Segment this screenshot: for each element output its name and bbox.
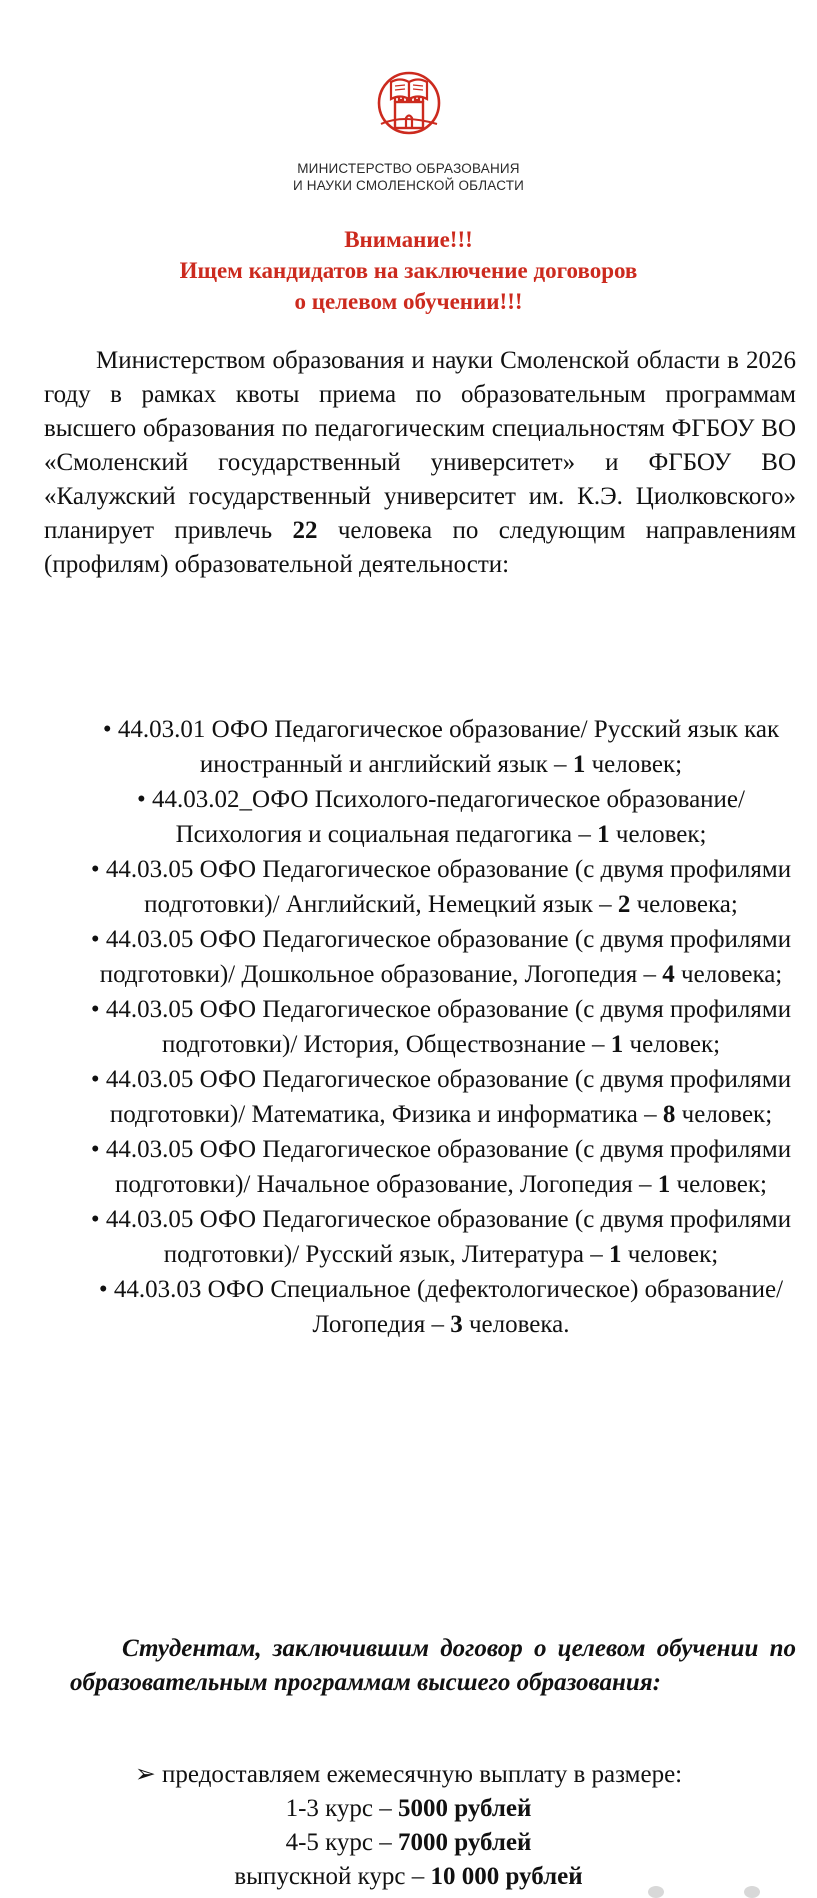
- program-item-unit: человека;: [681, 961, 783, 988]
- program-item: [86, 1132, 796, 1202]
- benefit-row-amount: 7000 рублей: [398, 1829, 532, 1856]
- benefit-row-label: выпускной курс –: [234, 1863, 425, 1890]
- program-item: [86, 992, 796, 1062]
- program-item-count: 1: [610, 1031, 624, 1058]
- program-item-count: 1: [597, 821, 610, 848]
- ministry-name: [0, 160, 817, 194]
- program-item-unit: человек;: [615, 821, 707, 848]
- program-item-text: • 44.03.05 ОФО Педагогическое образование (с двумя профилями подготовки)/ Дошкольное образование, Логопедия –: [90, 926, 792, 988]
- intro-paragraph: [44, 344, 796, 582]
- benefit-row-amount: 5000 рублей: [398, 1795, 532, 1822]
- program-item-text: • 44.03.05 ОФО Педагогическое образование (с двумя профилями подготовки)/ Русский язык, Литература –: [90, 1206, 792, 1268]
- program-item-unit: человека;: [636, 891, 738, 918]
- headline-line1: Внимание!!!: [344, 227, 473, 252]
- program-item-count: 1: [657, 1171, 671, 1198]
- benefit-row-amount: 10 000 рублей: [430, 1863, 583, 1890]
- program-item-count: 4: [662, 961, 675, 988]
- benefit-row-label: 1-3 курс –: [285, 1795, 392, 1822]
- intro-text: [44, 344, 796, 582]
- program-item-count: 2: [617, 891, 631, 918]
- program-item: [86, 1272, 796, 1342]
- program-item-unit: человека.: [468, 1311, 570, 1338]
- program-item-count: 8: [662, 1101, 676, 1128]
- headline-line2: Ищем кандидатов на заключение договоров: [179, 258, 638, 283]
- scroll-indicator-icon: [648, 1886, 664, 1898]
- benefit-row: [0, 1826, 817, 1860]
- ministry-logo: [0, 66, 817, 141]
- program-list: [86, 712, 796, 1342]
- program-item-text: • 44.03.01 ОФО Педагогическое образование/ Русский язык как иностранный и английский язык –: [102, 716, 780, 778]
- intro-count: 22: [292, 517, 318, 544]
- program-item-text: • 44.03.05 ОФО Педагогическое образование (с двумя профилями подготовки)/ История, Обществознание –: [90, 996, 792, 1058]
- benefit-intro: ➢ предоставляем ежемесячную выплату в размере:: [134, 1761, 683, 1788]
- students-heading: Студентам, заключившим договор о целевом обучении по образовательным программам высшего образования:: [70, 1635, 796, 1696]
- program-item-unit: человек;: [629, 1031, 721, 1058]
- program-item-text: • 44.03.05 ОФО Педагогическое образование (с двумя профилями подготовки)/ Начальное образование, Логопедия –: [90, 1136, 792, 1198]
- program-item-unit: человек;: [676, 1171, 767, 1198]
- program-item: [86, 712, 796, 782]
- program-item-text: • 44.03.03 ОФО Специальное (дефектологическое) образование/Логопедия –: [98, 1276, 784, 1338]
- program-item: [86, 922, 796, 992]
- headline: [0, 224, 817, 317]
- program-item-unit: человек;: [681, 1101, 773, 1128]
- scroll-indicator-icon: [744, 1886, 760, 1898]
- program-item-count: 3: [450, 1311, 463, 1338]
- ministry-name-line2: И НАУКИ СМОЛЕНСКОЙ ОБЛАСТИ: [292, 178, 525, 193]
- program-item-count: 1: [608, 1241, 622, 1268]
- intro-text-before: Министерством образования и науки Смоленской области в 2026 году в рамках квоты приема по образовательным программам высшего образования по педагогическим специальностям ФГБОУ ВО «Смоленский государственный университет» и ФГБОУ ВО «Калужский государственный университет им. К.Э. Циолковского» планирует привлечь: [44, 347, 796, 544]
- program-item-unit: человек;: [591, 751, 683, 778]
- benefit-row: [0, 1860, 817, 1894]
- program-item: [86, 852, 796, 922]
- program-item: [86, 1062, 796, 1132]
- program-item-unit: человек;: [627, 1241, 719, 1268]
- program-item-text: • 44.03.05 ОФО Педагогическое образование (с двумя профилями подготовки)/ Английский, Немецкий язык –: [90, 856, 792, 918]
- intro-text-after: человека по следующим направлениям (профилям) образовательной деятельности:: [44, 517, 797, 578]
- benefit-row: [0, 1792, 817, 1826]
- program-item-text: • 44.03.05 ОФО Педагогическое образование (с двумя профилями подготовки)/ Математика, Физика и информатика –: [90, 1066, 792, 1128]
- program-item: [86, 782, 796, 852]
- program-item-text: • 44.03.02_ОФО Психолого-педагогическое образование/ Психология и социальная педагогика –: [137, 786, 745, 848]
- program-item-count: 1: [572, 751, 586, 778]
- program-item: [86, 1202, 796, 1272]
- book-tower-emblem-icon: [373, 66, 445, 136]
- benefit-block: [0, 1758, 817, 1894]
- headline-line3: о целевом обучении!!!: [294, 289, 523, 314]
- benefit-row-label: 4-5 курс –: [285, 1829, 392, 1856]
- ministry-name-line1: МИНИСТЕРСТВО ОБРАЗОВАНИЯ: [297, 161, 520, 176]
